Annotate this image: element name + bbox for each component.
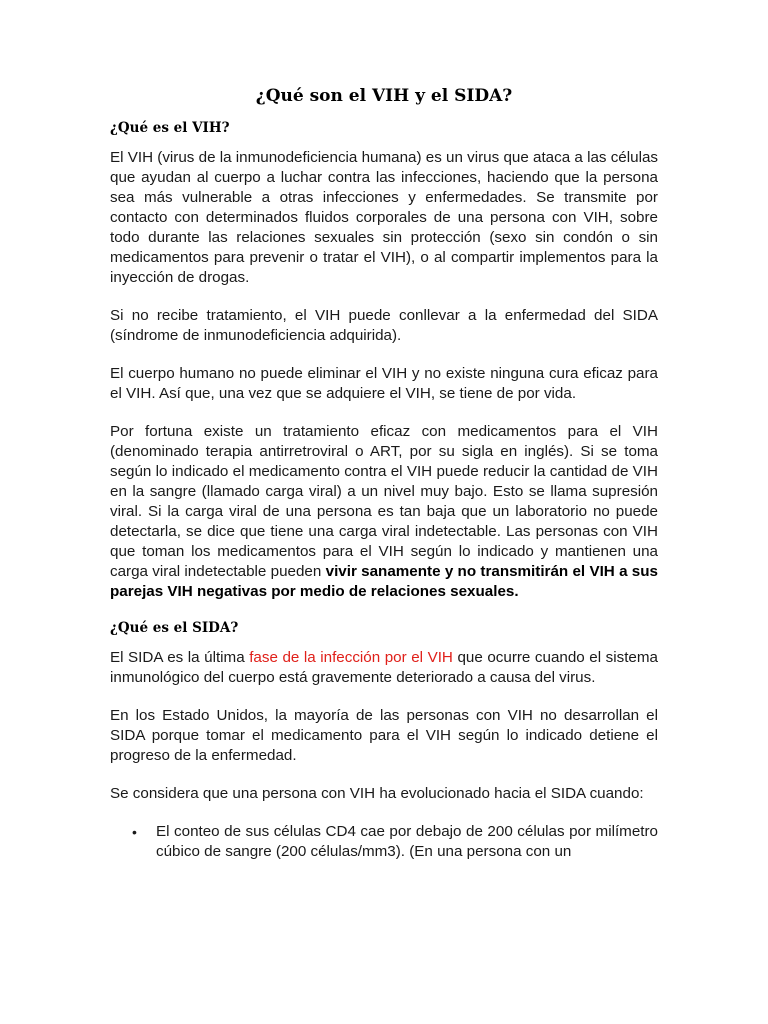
- bullet-icon: •: [132, 824, 137, 840]
- criteria-list: [110, 822, 658, 862]
- infection-phase-link[interactable]: fase de la infección por el VIH: [249, 649, 453, 666]
- paragraph-vih-definition: El VIH (virus de la inmunodeficiencia humana) es un virus que ataca a las células que ayudan al cuerpo a luchar contra las infecciones, haciendo que la persona sea más vulnerable a otras infecciones y enfermedades. Se transmite por contacto con determinados fluidos corporales de una persona con VIH, sobre todo durante las relaciones sexuales sin protección (sexo sin condón o sin medicamentos para prevenir o tratar el VIH), o al compartir implementos para la inyección de drogas.: [110, 149, 658, 286]
- paragraph-sida-risk: Si no recibe tratamiento, el VIH puede conllevar a la enfermedad del SIDA (síndrome de inmunodeficiencia adquirida).: [110, 307, 658, 344]
- paragraph-no-cure: El cuerpo humano no puede eliminar el VIH y no existe ninguna cura eficaz para el VIH. Así que, una vez que se adquiere el VIH, se tiene de por vida.: [110, 365, 658, 402]
- list-item: [110, 822, 658, 862]
- paragraph-us-progress: En los Estado Unidos, la mayoría de las personas con VIH no desarrollan el SIDA porque tomar el medicamento para el VIH según lo indicado detiene el progreso de la enfermedad.: [110, 707, 658, 764]
- bullet-text: El conteo de sus células CD4 cae por debajo de 200 células por milímetro cúbico de sangre (200 células/mm3). (En una persona con un: [156, 823, 658, 860]
- paragraph-sida-definition: [110, 648, 658, 688]
- treatment-bold-text: vivir sanamente y no transmitirán el VIH a sus parejas VIH negativas por medio de relaciones sexuales.: [110, 563, 658, 600]
- section-heading-sida: ¿Qué es el SIDA?: [110, 620, 239, 636]
- sida-text-after: que ocurre cuando el sistema inmunológico del cuerpo está gravemente deteriorado a causa del virus.: [110, 649, 658, 686]
- section-heading-vih: ¿Qué es el VIH?: [110, 120, 230, 136]
- document-content: [110, 118, 658, 862]
- treatment-text: Por fortuna existe un tratamiento eficaz con medicamentos para el VIH (denominado terapia antirretroviral o ART, por su sigla en inglés). Si se toma según lo indicado el medicamento contra el VIH puede reducir la cantidad de VIH en la sangre (llamado carga viral) a un nivel muy bajo. Esto se llama supresión viral. Si la carga viral de una persona es tan baja que un laboratorio no puede detectarla, se dice que tiene una carga viral indetectable. Las personas con VIH que toman los medicamentos para el VIH según lo indicado y mantienen una carga viral indetectable pueden: [110, 423, 658, 580]
- paragraph-treatment: [110, 422, 658, 602]
- paragraph-criteria-intro: Se considera que una persona con VIH ha evolucionado hacia el SIDA cuando:: [110, 785, 644, 802]
- sida-text-before: El SIDA es la última: [110, 649, 250, 666]
- page-title: ¿Qué son el VIH y el SIDA?: [255, 86, 513, 106]
